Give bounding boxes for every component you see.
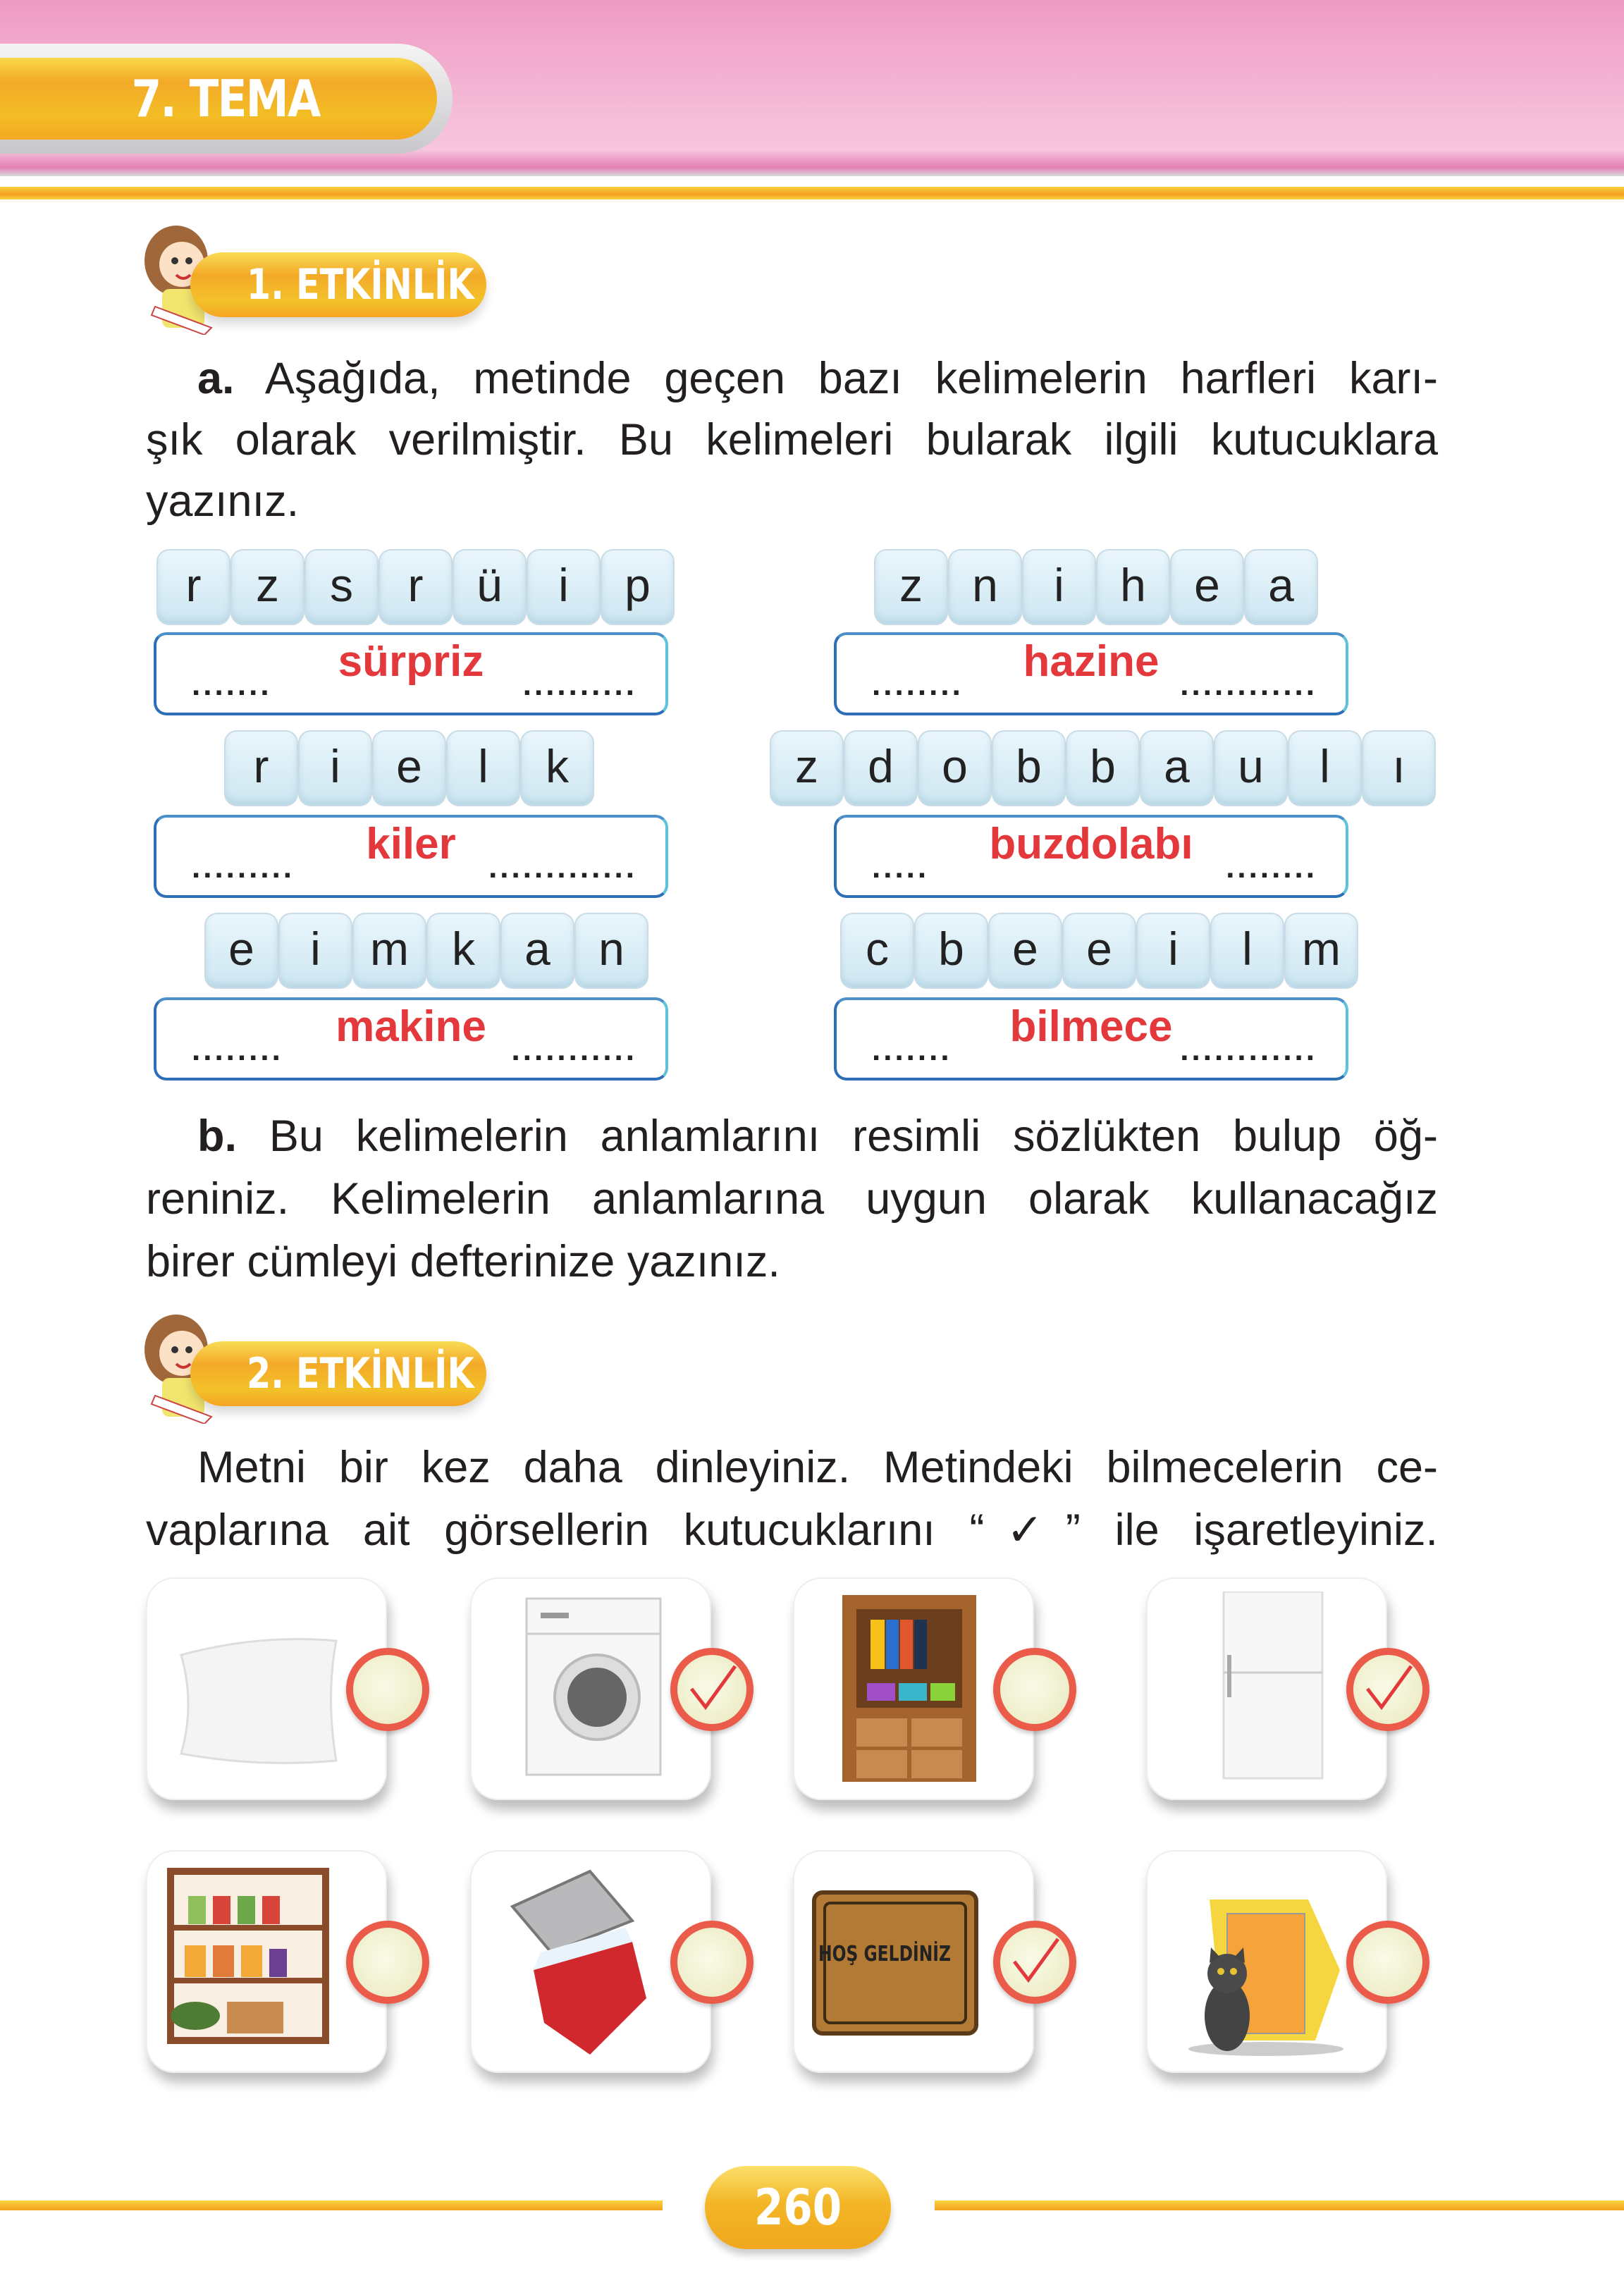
letter-tile: d bbox=[844, 730, 918, 806]
letter-tiles bbox=[840, 913, 1358, 989]
dots-left: ....... bbox=[872, 1033, 952, 1067]
instruction-2-line-2: vaplarına ait görsellerin kutucuklarını “✓” ile işaretleyiniz. bbox=[146, 1506, 1438, 1555]
letter-tiles bbox=[156, 549, 675, 625]
letter-tile: h bbox=[1096, 549, 1170, 625]
image-card bbox=[1146, 1850, 1387, 2073]
activity-1-title: 1. ETKİNLİK bbox=[247, 260, 474, 309]
letter-tile: l bbox=[446, 730, 520, 806]
letter-tile: k bbox=[520, 730, 594, 806]
letter-tile: m bbox=[352, 913, 426, 989]
letter-tile: u bbox=[1214, 730, 1288, 806]
instruction-a-line-1: Aşağıda, metinde geçen bazı kelimelerin harfleri karı- bbox=[234, 354, 1438, 403]
answer-text: makine bbox=[336, 1002, 486, 1051]
letter-tile: r bbox=[379, 549, 453, 625]
instruction-b-line-2: reniniz. Kelimelerin anlamlarına uygun olarak kullanacağız bbox=[146, 1174, 1438, 1224]
page-number-badge bbox=[705, 2166, 891, 2249]
dots-right: ........... bbox=[511, 1033, 637, 1067]
instruction-b-line-1 bbox=[197, 1108, 1438, 1164]
header-divider bbox=[0, 187, 1624, 199]
ice-cooler-icon bbox=[484, 1864, 689, 2059]
theme-title: 7. TEMA bbox=[131, 69, 320, 128]
answer-box[interactable] bbox=[154, 632, 668, 715]
letter-tiles bbox=[874, 549, 1318, 625]
letter-tile: i bbox=[278, 913, 352, 989]
dots-right: ............. bbox=[488, 850, 637, 885]
letter-tile: r bbox=[224, 730, 298, 806]
footer-divider-left bbox=[0, 2200, 663, 2210]
answer-text: kiler bbox=[366, 820, 456, 868]
letter-tile: i bbox=[1022, 549, 1096, 625]
letter-tile: i bbox=[1136, 913, 1210, 989]
letter-tile: e bbox=[204, 913, 278, 989]
answer-text: buzdolabı bbox=[989, 820, 1193, 868]
letter-tile: l bbox=[1210, 913, 1284, 989]
checkbox[interactable] bbox=[346, 1648, 429, 1731]
letter-tile: ı bbox=[1362, 730, 1436, 806]
letter-tile: b bbox=[1066, 730, 1140, 806]
instruction-b-line-3: birer cümleyi defterinize yazınız. bbox=[146, 1237, 780, 1286]
letter-tile: k bbox=[426, 913, 500, 989]
pantry-shelf-icon bbox=[160, 1864, 364, 2059]
letter-tile: e bbox=[372, 730, 446, 806]
checkbox[interactable] bbox=[670, 1921, 753, 2004]
answer-box[interactable] bbox=[834, 997, 1348, 1081]
dots-right: ............ bbox=[1180, 667, 1317, 702]
refrigerator-icon bbox=[1160, 1592, 1365, 1786]
label-a: a. bbox=[197, 354, 235, 403]
page-number: 260 bbox=[753, 2179, 842, 2236]
answer-box[interactable] bbox=[154, 815, 668, 898]
letter-tile: z bbox=[230, 549, 304, 625]
wardrobe-icon bbox=[807, 1592, 1011, 1786]
dots-right: ........ bbox=[1226, 850, 1317, 885]
letter-tile: p bbox=[601, 549, 675, 625]
checkbox-checked[interactable] bbox=[1346, 1648, 1429, 1731]
letter-tile: e bbox=[988, 913, 1062, 989]
dots-left: ........ bbox=[192, 1033, 283, 1067]
letter-tile: l bbox=[1288, 730, 1362, 806]
checkmark-icon bbox=[684, 1659, 741, 1716]
letter-tile: o bbox=[918, 730, 992, 806]
instruction-b-line-1-text: Bu kelimelerin anlamlarını resimli sözlükten bulup öğ- bbox=[237, 1112, 1438, 1161]
instruction-a-line-3: yazınız. bbox=[146, 476, 300, 526]
dots-left: ........ bbox=[872, 667, 964, 702]
answer-box[interactable] bbox=[154, 997, 668, 1081]
letter-tile: m bbox=[1284, 913, 1358, 989]
instruction-a-line-2: şık olarak verilmiştir. Bu kelimeleri bularak ilgili kutucuklara bbox=[146, 415, 1438, 464]
letter-tile: c bbox=[840, 913, 914, 989]
dots-left: ..... bbox=[872, 850, 930, 885]
cat-carrier-icon bbox=[1160, 1864, 1365, 2059]
pillow-icon bbox=[160, 1592, 364, 1786]
label-b: b. bbox=[197, 1112, 237, 1161]
image-card bbox=[470, 1850, 711, 2073]
checkmark-icon bbox=[1007, 1932, 1064, 1988]
theme-badge bbox=[0, 44, 453, 154]
letter-tile: i bbox=[298, 730, 372, 806]
checkbox-checked[interactable] bbox=[993, 1921, 1076, 2004]
letter-tiles bbox=[204, 913, 648, 989]
washing-machine-icon bbox=[484, 1592, 689, 1786]
letter-tile: n bbox=[574, 913, 648, 989]
activity-2-badge bbox=[127, 1336, 508, 1413]
footer-divider-right bbox=[935, 2200, 1624, 2210]
dots-left: ......... bbox=[192, 850, 295, 885]
answer-text: hazine bbox=[1023, 637, 1159, 686]
letter-tile: a bbox=[500, 913, 574, 989]
dots-right: .......... bbox=[522, 667, 637, 702]
letter-tile: s bbox=[304, 549, 379, 625]
image-card bbox=[793, 1577, 1034, 1800]
letter-tile: z bbox=[874, 549, 948, 625]
letter-tile: z bbox=[770, 730, 844, 806]
activity-2-title: 2. ETKİNLİK bbox=[247, 1349, 474, 1398]
answer-text: bilmece bbox=[1009, 1002, 1173, 1051]
checkbox[interactable] bbox=[346, 1921, 429, 2004]
letter-tile: r bbox=[156, 549, 230, 625]
dots-left: ....... bbox=[192, 667, 272, 702]
letter-tile: ü bbox=[453, 549, 527, 625]
letter-tile: n bbox=[948, 549, 1022, 625]
letter-tile: b bbox=[992, 730, 1066, 806]
instruction-2-line-1: Metni bir kez daha dinleyiniz. Metindeki bilmecelerin ce- bbox=[197, 1443, 1438, 1492]
doormat-text: HOŞ GELDİNİZ bbox=[818, 1942, 951, 1966]
letter-tile: e bbox=[1170, 549, 1244, 625]
answer-box[interactable] bbox=[834, 815, 1348, 898]
activity-1-badge bbox=[127, 247, 508, 324]
checkbox[interactable] bbox=[1346, 1921, 1429, 2004]
image-card bbox=[470, 1577, 711, 1800]
letter-tile: a bbox=[1140, 730, 1214, 806]
image-card bbox=[793, 1850, 1034, 2073]
dots-right: ............ bbox=[1180, 1033, 1317, 1067]
image-card bbox=[146, 1850, 387, 2073]
checkbox-checked[interactable] bbox=[670, 1648, 753, 1731]
checkbox[interactable] bbox=[993, 1648, 1076, 1731]
letter-tile: b bbox=[914, 913, 988, 989]
image-card bbox=[146, 1577, 387, 1800]
checkmark-icon bbox=[1360, 1659, 1417, 1716]
letter-tile: e bbox=[1062, 913, 1136, 989]
letter-tile: i bbox=[527, 549, 601, 625]
image-card bbox=[1146, 1577, 1387, 1800]
answer-box[interactable] bbox=[834, 632, 1348, 715]
letter-tiles bbox=[224, 730, 594, 806]
answer-text: sürpriz bbox=[338, 637, 484, 686]
letter-tiles bbox=[770, 730, 1436, 806]
letter-tile: a bbox=[1244, 549, 1318, 625]
